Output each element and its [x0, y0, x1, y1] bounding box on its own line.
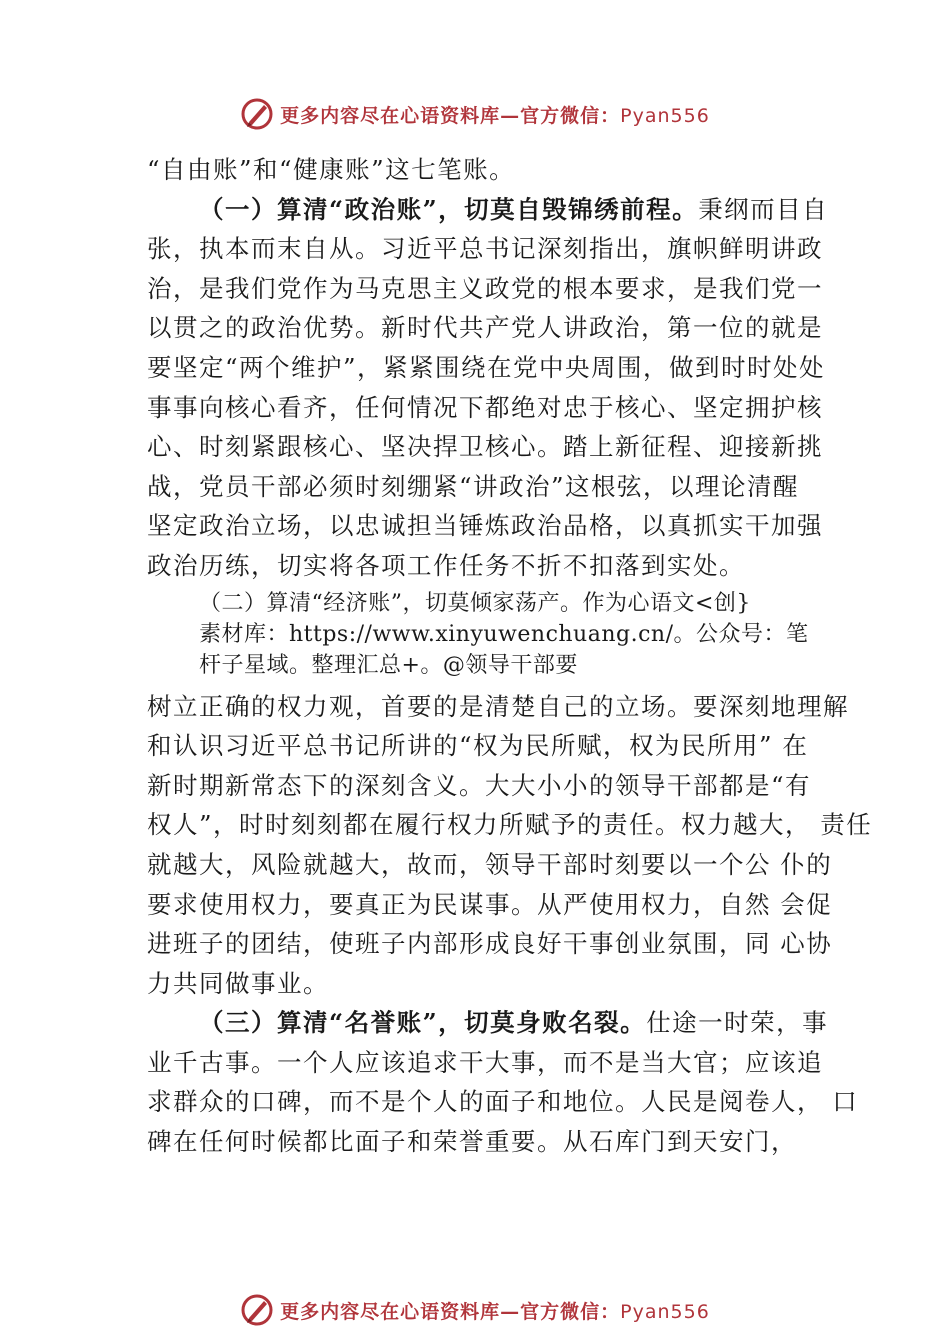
paragraph-text: 秉纲而目自 [698, 194, 829, 224]
paragraph-line: 和认识习近平总书记所讲的“权为民所赋，权为民所用” 在 [147, 731, 809, 761]
paragraph-line: 树立正确的权力观，首要的是清楚自己的立场。要深刻地理解 [147, 691, 849, 721]
document-body [147, 150, 873, 1162]
pen-logo-icon [240, 1293, 274, 1327]
paragraph-line: 就越大，风险就越大，故而，领导干部时刻要以一个公 仆的 [147, 849, 833, 879]
banner-wechat-id: Pyan556 [620, 104, 710, 127]
paragraph-line: 战，党员干部必须时刻绷紧“讲政治”这根弦，以理论清醒 [147, 471, 800, 501]
banner-text [280, 1297, 710, 1324]
paragraph-line [147, 190, 837, 230]
paragraph-line: 要求使用权力，要真正为民谋事。从严使用权力，自然 会促 [147, 889, 833, 919]
paragraph-line: 政治历练，切实将各项工作任务不折不扣落到实处。 [147, 550, 745, 580]
banner-text-cn: 更多内容尽在心语资料库—官方微信： [280, 104, 621, 127]
banner-text [280, 101, 710, 128]
paragraph-text: 仕途一时荣，事 [646, 1008, 829, 1038]
paragraph-line: “自由账”和“健康账”这七笔账。 [147, 155, 516, 184]
section-heading: （三）算清“名誉账”，切莫身败名裂。 [199, 1008, 647, 1038]
pen-logo-icon [240, 97, 274, 131]
paragraph-line: 事事向核心看齐，任何情况下都绝对忠于核心、坚定拥护核 [147, 392, 823, 422]
note-line: 素材库：https://www.xinyuwenchuang.cn/。公众号：笔 [199, 621, 809, 647]
banner-text-cn: 更多内容尽在心语资料库—官方微信： [280, 1300, 621, 1323]
note-line: 杆子星域。整理汇总+。@领导干部要 [199, 652, 578, 678]
paragraph-line: 力共同做事业。 [147, 968, 329, 998]
paragraph-line: 权人”，时时刻刻都在履行权力所赋予的责任。权力越大， 责任 [147, 810, 873, 840]
paragraph-line: 心、时刻紧跟核心、坚决捍卫核心。踏上新征程、迎接新挑 [147, 432, 823, 462]
paragraph-line: 求群众的口碑，而不是个人的面子和地位。人民是阅卷人， 口 [147, 1087, 859, 1117]
paragraph-line: 业千古事。一个人应该追求干大事，而不是当大官；应该追 [147, 1047, 823, 1077]
paragraph-line: 以贯之的政治优势。新时代共产党人讲政治，第一位的就是 [147, 313, 823, 343]
paragraph-line: 坚定政治立场，以忠诚担当锤炼政治品格，以真抓实干加强 [147, 511, 823, 541]
paragraph-line: 张，执本而末自从。习近平总书记深刻指出，旗帜鲜明讲政 [147, 234, 823, 264]
footer-banner [0, 1290, 950, 1330]
paragraph-line: 要坚定“两个维护”，紧紧围绕在党中央周围，做到时时处处 [147, 352, 826, 382]
paragraph-line: 新时期新常态下的深刻含义。大大小小的领导干部都是“有 [147, 770, 812, 800]
banner-wechat-id: Pyan556 [620, 1300, 710, 1323]
inserted-note [147, 588, 837, 681]
paragraph-line [147, 1003, 837, 1043]
header-banner [0, 94, 950, 134]
section-heading: （一）算清“政治账”，切莫自毁锦绣前程。 [199, 194, 699, 224]
paragraph-line: 进班子的团结，使班子内部形成良好干事创业氛围，同 心协 [147, 929, 833, 959]
paragraph-line: 治，是我们党作为马克思主义政党的根本要求，是我们党一 [147, 273, 823, 303]
paragraph-line: 碑在任何时候都比面子和荣誉重要。从石库门到天安门， [147, 1127, 797, 1157]
note-line: （二）算清“经济账”，切莫倾家荡产。作为心语文<创} [199, 590, 751, 616]
